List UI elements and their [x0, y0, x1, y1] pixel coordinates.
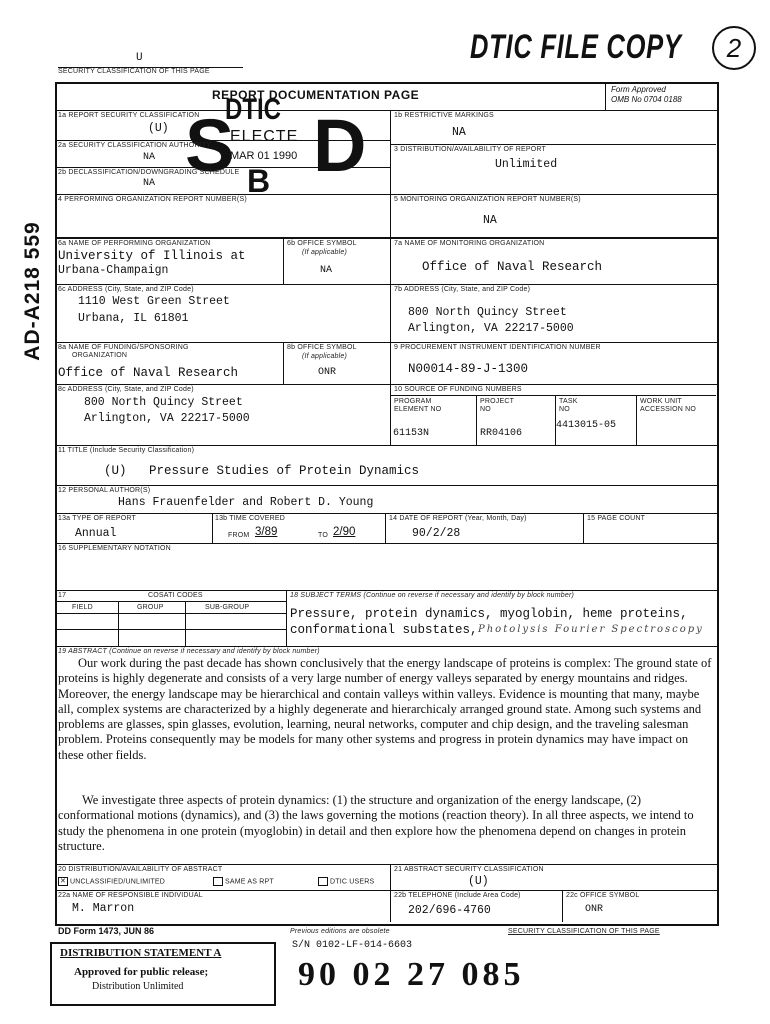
- f2a-label: 2a SECURITY CLASSIFICATION AUTHORITY: [58, 142, 212, 149]
- f20-opt1-label: UNCLASSIFIED/UNLIMITED: [70, 878, 166, 886]
- f20-option-same[interactable]: [213, 877, 274, 886]
- sn-number: S/N 0102-LF-014-6603: [292, 940, 413, 951]
- f20-label: 20 DISTRIBUTION/AVAILABILITY OF ABSTRACT: [58, 866, 223, 873]
- f15-label: 15 PAGE COUNT: [587, 515, 646, 522]
- f14-value[interactable]: 90/2/28: [412, 527, 461, 540]
- f7b-value2[interactable]: Arlington, VA 22217-5000: [408, 322, 574, 335]
- f7a-value[interactable]: Office of Naval Research: [422, 260, 603, 274]
- f2b-value[interactable]: NA: [143, 178, 156, 189]
- f7a-label: 7a NAME OF MONITORING ORGANIZATION: [394, 240, 545, 247]
- f11-value[interactable]: (U) Pressure Studies of Protein Dynamics: [104, 464, 420, 478]
- f18-label: 18 SUBJECT TERMS (Continue on reverse if necessary and identify by block number): [290, 592, 575, 599]
- f10-col2-label2: NO: [480, 406, 491, 413]
- stamp-big-d: D: [313, 104, 367, 187]
- f6a-value2[interactable]: Urbana-Champaign: [58, 264, 169, 277]
- f2a-value[interactable]: NA: [143, 152, 156, 163]
- dtic-stamp: [185, 95, 365, 205]
- f6a-label: 6a NAME OF PERFORMING ORGANIZATION: [58, 240, 211, 247]
- f9-value[interactable]: N00014-89-J-1300: [408, 362, 529, 376]
- f1a-value[interactable]: (U): [148, 122, 169, 135]
- f7b-value1[interactable]: 800 North Quincy Street: [408, 306, 567, 319]
- f17-col-group: GROUP: [137, 604, 164, 611]
- f1b-label: 1b RESTRICTIVE MARKINGS: [394, 112, 494, 119]
- f1b-value[interactable]: NA: [452, 126, 466, 139]
- stamp-date: MAR 01 1990: [230, 150, 298, 162]
- f8c-label: 8c ADDRESS (City, State, and ZIP Code): [58, 386, 194, 393]
- side-accession-number: AD-A218 559: [21, 221, 44, 361]
- f13b-to-label: TO: [318, 532, 328, 539]
- stamp-electe: ELECTE: [230, 128, 299, 145]
- f4-label: 4 PERFORMING ORGANIZATION REPORT NUMBER(S): [58, 196, 247, 203]
- f10-label: 10 SOURCE OF FUNDING NUMBERS: [394, 386, 522, 393]
- f17-col-subgroup: SUB-GROUP: [205, 604, 250, 611]
- f13b-from-label: FROM: [228, 532, 250, 539]
- f18-handwritten: Photolysis Fourier Spectroscopy: [478, 624, 704, 635]
- form-id: DD Form 1473, JUN 86: [58, 926, 155, 936]
- circled-number-text: 2: [726, 33, 742, 63]
- f8a-label2: ORGANIZATION: [72, 352, 128, 359]
- f3-label: 3 DISTRIBUTION/AVAILABILITY OF REPORT: [394, 146, 546, 153]
- f10-col3-label2: NO: [559, 406, 570, 413]
- abstract-paragraph-1: Our work during the past decade has shown conclusively that the energy landscape of proteins is complex: The ground state of proteins is highly degenerate and consists of a very large number of energy valleys separated by energy mountains and ridges. Moreover, the energy landscape may be hierarchical and contain valleys within valleys. Evidence is mounting that many, maybe all, complex systems are characterized by a highly degenerate and hierarchicaly arranged ground state. Among such systems and problems are glasses, spin glasses, evolution, learning, neural networks, computer and chip design, and the traveling salesman problem. Proteins consequently may be models for many other systems and progress in protein dynamics may have impact on these other fields.: [58, 656, 712, 762]
- abstract-paragraph-2: We investigate three aspects of protein dynamics: (1) the structure and organization of the energy landscape, (2) conformational motions (dynamics), and (3) the laws governing the motions (reaction theory). In all three aspects, we intend to study the phenomena in one protein (myoglobin) in detail and then explore how the phenomena depend on changes in protein structure.: [58, 793, 694, 853]
- f20-checkbox-same[interactable]: [213, 877, 223, 886]
- f10-col4-label1: WORK UNIT: [640, 398, 682, 405]
- f6b-sub: (If applicable): [302, 249, 348, 256]
- f6a-value1[interactable]: University of Illinois at: [58, 249, 246, 263]
- stamp-number: 90 02 27 085: [298, 956, 525, 993]
- f10-col2-label1: PROJECT: [480, 398, 515, 405]
- f11-label: 11 TITLE (Include Security Classification): [58, 447, 195, 454]
- top-classification: U: [136, 52, 143, 64]
- f10-col3-value[interactable]: 4413015-05: [556, 420, 617, 431]
- f10-col1-value[interactable]: 61153N: [393, 428, 430, 439]
- f7b-label: 7b ADDRESS (City, State, and ZIP Code): [394, 286, 531, 293]
- f22c-label: 22c OFFICE SYMBOL: [566, 892, 640, 899]
- f18-value2[interactable]: conformational substates,: [290, 623, 478, 637]
- distribution-line-2: Distribution Unlimited: [92, 981, 184, 992]
- f20-option-dtic[interactable]: [318, 877, 374, 886]
- security-classification-label: SECURITY CLASSIFICATION OF THIS PAGE: [58, 68, 210, 75]
- f22c-value[interactable]: ONR: [585, 904, 604, 915]
- f6c-label: 6c ADDRESS (City, State, and ZIP Code): [58, 286, 194, 293]
- f10-col2-value[interactable]: RR04106: [480, 428, 523, 439]
- stamp-big-s: S: [185, 104, 235, 187]
- f20-opt3-label: DTIC USERS: [330, 878, 375, 886]
- f18-value1[interactable]: Pressure, protein dynamics, myoglobin, heme proteins,: [290, 607, 688, 621]
- f6b-value[interactable]: NA: [320, 265, 333, 276]
- f20-checkbox-dtic[interactable]: [318, 877, 328, 886]
- f8c-value2[interactable]: Arlington, VA 22217-5000: [84, 412, 250, 425]
- f22a-value[interactable]: M. Marron: [72, 902, 135, 915]
- distribution-statement-box: [50, 942, 276, 1006]
- f20-checkbox-unclassified[interactable]: ✕: [59, 878, 67, 885]
- f21-label: 21 ABSTRACT SECURITY CLASSIFICATION: [394, 866, 544, 873]
- f10-col1-label1: PROGRAM: [394, 398, 432, 405]
- f5-label: 5 MONITORING ORGANIZATION REPORT NUMBER(S): [394, 196, 581, 203]
- f22b-label: 22b TELEPHONE (Include Area Code): [394, 892, 521, 899]
- f22a-label: 22a NAME OF RESPONSIBLE INDIVIDUAL: [58, 892, 203, 899]
- f13b-label: 13b TIME COVERED: [215, 515, 285, 522]
- f8a-label1: 8a NAME OF FUNDING/SPONSORING: [58, 344, 189, 351]
- f8c-value1[interactable]: 800 North Quincy Street: [84, 396, 243, 409]
- f10-col1-label2: ELEMENT NO: [394, 406, 442, 413]
- f22b-value[interactable]: 202/696-4760: [408, 904, 491, 917]
- file-copy-stamp: DTIC FILE COPY: [470, 28, 682, 66]
- f12-value[interactable]: Hans Frauenfelder and Robert D. Young: [118, 496, 374, 509]
- f13b-to[interactable]: 2/90: [333, 526, 356, 538]
- f17-label: 17: [58, 592, 67, 599]
- f8b-value[interactable]: ONR: [318, 367, 337, 378]
- f6c-value2[interactable]: Urbana, IL 61801: [78, 312, 189, 325]
- circled-number: [712, 26, 756, 70]
- f5-value[interactable]: NA: [483, 214, 497, 227]
- f19-label: 19 ABSTRACT (Continue on reverse if necessary and identify by block number): [58, 648, 320, 655]
- previous-editions: Previous editions are obsolete: [290, 928, 390, 935]
- f1a-label: 1a REPORT SECURITY CLASSIFICATION: [58, 112, 200, 119]
- f12-label: 12 PERSONAL AUTHOR(S): [58, 487, 151, 494]
- f8b-sub: (If applicable): [302, 353, 348, 360]
- f9-label: 9 PROCUREMENT INSTRUMENT IDENTIFICATION NUMBER: [394, 344, 601, 351]
- f8a-value[interactable]: Office of Naval Research: [58, 366, 239, 380]
- f17-col-field: FIELD: [72, 604, 93, 611]
- f20-option-unclassified[interactable]: [58, 877, 165, 886]
- f6c-value1[interactable]: 1110 West Green Street: [78, 295, 230, 308]
- form-approved: [611, 85, 682, 105]
- f13a-value[interactable]: Annual: [75, 527, 117, 540]
- distribution-line-1: Approved for public release;: [74, 966, 209, 978]
- f13b-from[interactable]: 3/89: [255, 526, 278, 538]
- form-approved-line1: Form Approved: [611, 85, 666, 94]
- stamp-b: B: [247, 163, 271, 199]
- f17-title: COSATI CODES: [148, 592, 203, 599]
- f6b-label: 6b OFFICE SYMBOL: [287, 240, 357, 247]
- f13a-label: 13a TYPE OF REPORT: [58, 515, 137, 522]
- f20-opt2-label: SAME AS RPT: [225, 878, 274, 886]
- stamp-dtic: DTIC: [225, 93, 281, 126]
- f8b-label: 8b OFFICE SYMBOL: [287, 344, 357, 351]
- f2b-label: 2b DECLASSIFICATION/DOWNGRADING SCHEDULE: [58, 169, 240, 176]
- f10-col4-label2: ACCESSION NO: [640, 406, 697, 413]
- distribution-statement-title: DISTRIBUTION STATEMENT A: [60, 947, 222, 959]
- f14-label: 14 DATE OF REPORT (Year, Month, Day): [389, 515, 527, 522]
- f3-value[interactable]: Unlimited: [495, 158, 558, 171]
- f16-label: 16 SUPPLEMENTARY NOTATION: [58, 545, 171, 552]
- f10-col3-label1: TASK: [559, 398, 578, 405]
- f21-value[interactable]: (U): [468, 875, 489, 888]
- footer-security-classification: SECURITY CLASSIFICATION OF THIS PAGE: [508, 928, 660, 935]
- form-approved-line2: OMB No 0704 0188: [611, 95, 682, 104]
- form-title: REPORT DOCUMENTATION PAGE: [212, 88, 420, 102]
